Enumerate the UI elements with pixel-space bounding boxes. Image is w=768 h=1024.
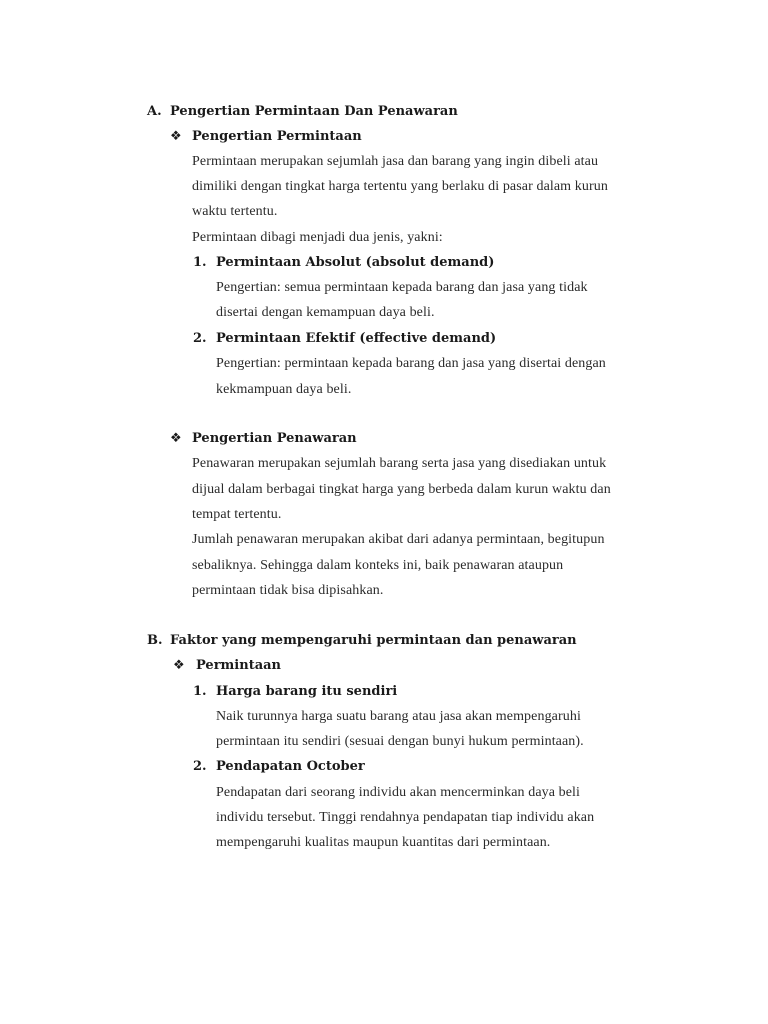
- paragraph-line: disertai dengan kemampuan daya beli.: [216, 305, 435, 320]
- section-b-marker: B.: [147, 633, 163, 648]
- paragraph-line: Permintaan merupakan sejumlah jasa dan barang yang ingin dibeli atau: [192, 154, 599, 169]
- diamond-bullet-icon: ❖: [170, 431, 182, 446]
- diamond-bullet-icon: ❖: [170, 129, 182, 144]
- paragraph-line: dijual dalam berbagai tingkat harga yang berbeda dalam kurun waktu dan: [192, 482, 611, 497]
- paragraph-line: individu tersebut. Tinggi rendahnya pendapatan tiap individu akan: [216, 810, 595, 825]
- subsection-heading-permintaan-b: Permintaan: [196, 658, 281, 673]
- list-item-heading: Pendapatan October: [216, 759, 365, 774]
- subsection-heading-penawaran: Pengertian Penawaran: [192, 431, 357, 446]
- list-item-heading: Permintaan Absolut (absolut demand): [216, 255, 495, 270]
- paragraph-line: kekmampuan daya beli.: [216, 382, 352, 397]
- paragraph-line: Pengertian: permintaan kepada barang dan jasa yang disertai dengan: [216, 356, 606, 371]
- list-item-heading: Harga barang itu sendiri: [216, 684, 398, 699]
- paragraph-line: dimiliki dengan tingkat harga tertentu yang berlaku di pasar dalam kurun: [192, 179, 608, 194]
- paragraph-line: waktu tertentu.: [192, 204, 278, 219]
- section-b-title: Faktor yang mempengaruhi permintaan dan penawaran: [170, 633, 577, 648]
- section-a-title: Pengertian Permintaan Dan Penawaran: [170, 104, 458, 119]
- paragraph-line: mempengaruhi kualitas maupun kuantitas dari permintaan.: [216, 835, 551, 850]
- paragraph-line: Permintaan dibagi menjadi dua jenis, yakni:: [192, 230, 443, 245]
- paragraph-line: permintaan tidak bisa dipisahkan.: [192, 583, 384, 598]
- paragraph-line: Naik turunnya harga suatu barang atau jasa akan mempengaruhi: [216, 709, 581, 724]
- paragraph-line: permintaan itu sendiri (sesuai dengan bunyi hukum permintaan).: [216, 734, 584, 749]
- paragraph-line: Pengertian: semua permintaan kepada barang dan jasa yang tidak: [216, 280, 588, 295]
- list-number: 2.: [193, 331, 207, 346]
- list-number: 2.: [193, 759, 207, 774]
- paragraph-line: tempat tertentu.: [192, 507, 282, 522]
- paragraph-line: Pendapatan dari seorang individu akan mencerminkan daya beli: [216, 785, 581, 800]
- diamond-bullet-icon: ❖: [173, 658, 185, 673]
- list-item-heading: Permintaan Efektif (effective demand): [216, 331, 497, 346]
- section-a-marker: A.: [147, 104, 162, 119]
- paragraph-line: sebaliknya. Sehingga dalam konteks ini, baik penawaran ataupun: [192, 558, 564, 573]
- list-number: 1.: [193, 684, 207, 699]
- paragraph-line: Penawaran merupakan sejumlah barang serta jasa yang disediakan untuk: [192, 456, 607, 471]
- list-number: 1.: [193, 255, 207, 270]
- paragraph-line: Jumlah penawaran merupakan akibat dari adanya permintaan, begitupun: [192, 532, 605, 547]
- subsection-heading-permintaan: Pengertian Permintaan: [192, 129, 362, 144]
